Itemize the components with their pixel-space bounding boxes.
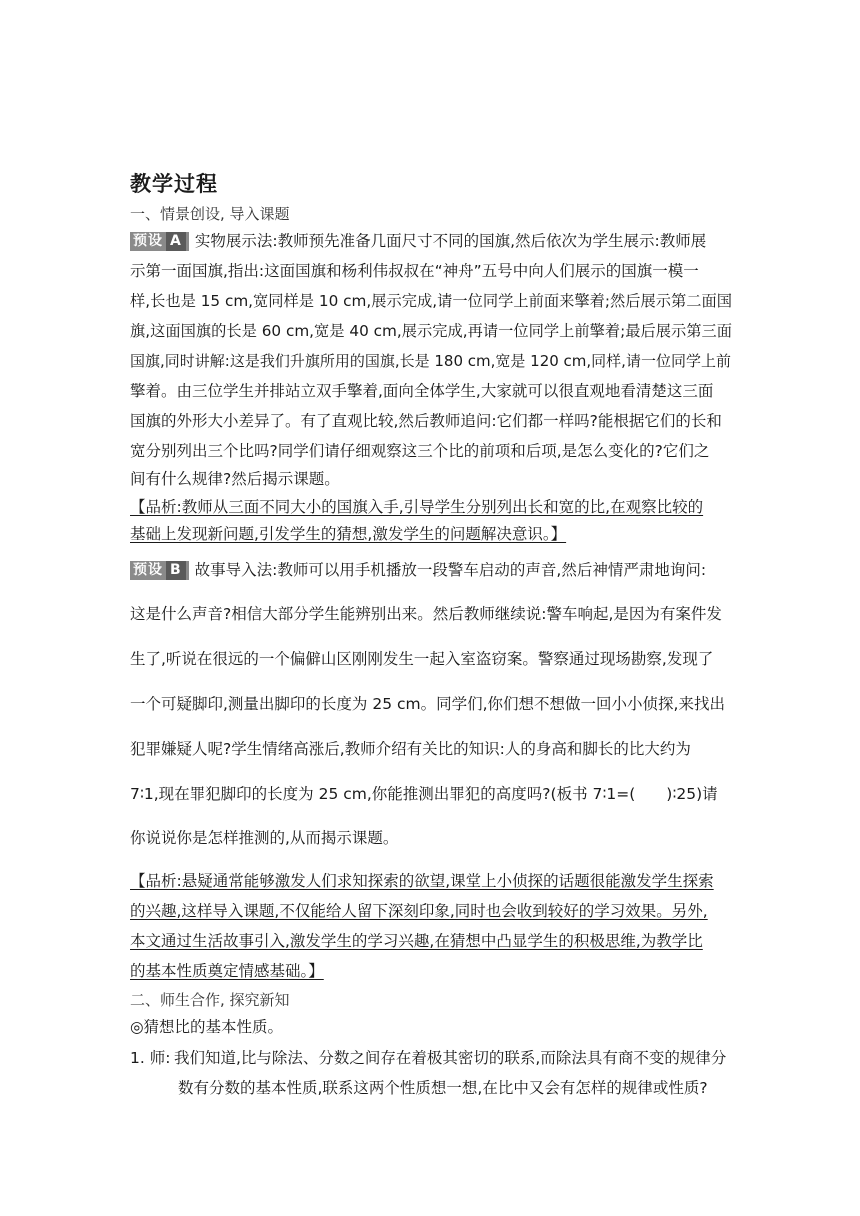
preset-b-line-6: 7∶1,现在罪犯脚印的长度为 25 cm,你能推测出罪犯的高度吗?(板书 7∶1=( )∶25)请: [130, 785, 718, 803]
preset-b-analysis-3: 本文通过生活故事引入,激发学生的学习兴趣,在猜想中凸显学生的积极思维,为教学比: [130, 932, 703, 950]
preset-b-line-3: 生了,听说在很远的一个偏僻山区刚刚发生一起入室盗窃案。警察通过现场勘察,发现了: [130, 650, 714, 668]
preset-b-analysis-1: 【品析:悬疑通常能够激发人们求知探索的欲望,课堂上小侦探的话题很能激发学生探索: [130, 872, 714, 890]
item-1-line-2: 数有分数的基本性质,联系这两个性质想一想,在比中又会有怎样的规律或性质?: [178, 1079, 708, 1097]
section-heading-2: 二、师生合作, 探究新知: [130, 991, 290, 1009]
preset-a-line-4: 旗,这面国旗的长是 60 cm,宽是 40 cm,展示完成,再请一位同学上前擎着;最后展示第三面: [130, 322, 732, 340]
preset-a-analysis-2: 基础上发现新问题,引发学生的猜想,激发学生的问题解决意识。】: [130, 525, 567, 543]
preset-a-line-1: 预设 A 实物展示法:教师预先准备几面尺寸不同的国旗,然后依次为学生展示:教师展: [130, 228, 740, 254]
preset-b-line-5: 犯罪嫌疑人呢?学生情绪高涨后,教师介绍有关比的知识:人的身高和脚长的比大约为: [130, 740, 691, 758]
preset-a-line-8: 宽分别列出三个比吗?同学们请仔细观察这三个比的前项和后项,是怎么变化的?它们之: [130, 442, 710, 460]
preset-a-line-2: 示第一面国旗,指出:这面国旗和杨利伟叔叔在“神舟”五号中向人们展示的国旗一模一: [130, 262, 699, 280]
preset-b-line-1: 预设 B 故事导入法:教师可以用手机播放一段警车启动的声音,然后神情严肃地询问:: [130, 557, 740, 583]
preset-a-line-3: 样,长也是 15 cm,宽同样是 10 cm,展示完成,请一位同学上前面来擎着;然后展示第二面国: [130, 292, 732, 310]
preset-b-line-7: 你说说你是怎样推测的,从而揭示课题。: [130, 829, 399, 847]
preset-b-line-4: 一个可疑脚印,测量出脚印的长度为 25 cm。同学们,你们想不想做一回小小侦探,来找出: [130, 695, 725, 713]
preset-b-line-2: 这是什么声音?相信大部分学生能辨别出来。然后教师继续说:警车响起,是因为有案件发: [130, 605, 722, 623]
preset-a-line-7: 国旗的外形大小差异了。有了直观比较,然后教师追问:它们都一样吗?能根据它们的长和: [130, 412, 722, 430]
preset-a-analysis-1: 【品析:教师从三面不同大小的国旗入手,引导学生分别列出长和宽的比,在观察比较的: [130, 498, 704, 516]
page-title: 教学过程: [130, 172, 218, 196]
item-1-label: 1. 师:: [130, 1049, 171, 1067]
preset-b-badge: 预设 B: [130, 561, 189, 580]
preset-a-badge: 预设 A: [130, 232, 189, 251]
item-1-line-1: 我们知道,比与除法、分数之间存在着极其密切的联系,而除法具有商不变的规律分: [174, 1049, 727, 1067]
preset-b-analysis-4: 的基本性质奠定情感基础。】: [130, 962, 324, 980]
preset-a-line-5: 国旗,同时讲解:这是我们升旗所用的国旗,长是 180 cm,宽是 120 cm,同样,请一位同学上前: [130, 352, 731, 370]
guess-heading: ◎猜想比的基本性质。: [130, 1018, 284, 1036]
section-heading-1: 一、情景创设, 导入课题: [130, 205, 290, 223]
preset-b-analysis-2: 的兴趣,这样导入课题,不仅能给人留下深刻印象,同时也会收到较好的学习效果。另外,: [130, 902, 708, 920]
preset-a-line-9: 间有什么规律?然后揭示课题。: [130, 470, 340, 488]
preset-a-line-6: 擎着。由三位学生并排站立双手擎着,面向全体学生,大家就可以很直观地看清楚这三面: [130, 382, 714, 400]
